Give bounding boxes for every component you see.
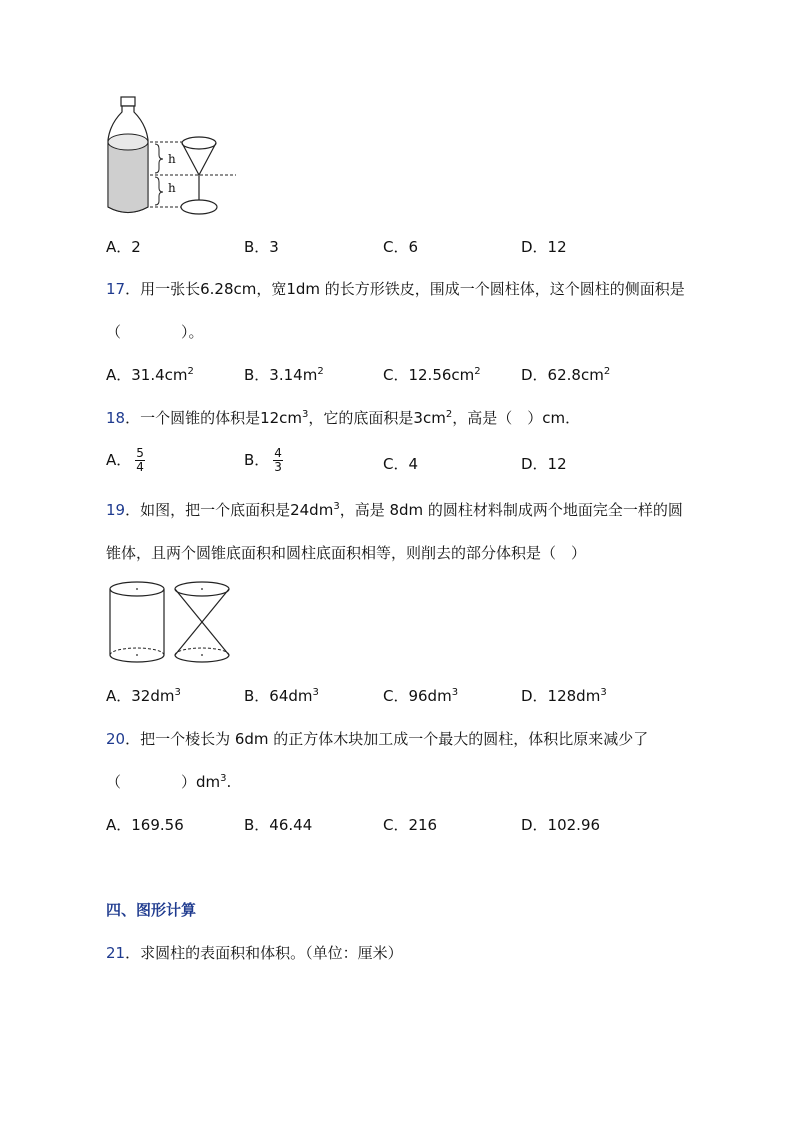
q17-option-c: C．$12.56cm^2$: [383, 366, 481, 384]
goblet-base: [181, 200, 217, 214]
liquid-surface: [108, 134, 148, 150]
q17-number: 17: [106, 280, 126, 298]
q17-blank: （ ）。: [106, 323, 204, 341]
q19-option-b: B．$64dm^3$: [244, 687, 319, 705]
q18-question: 18．一个圆锥的体积是$12cm^3$，它的底面积是$3cm^2$，高是（ ）cm．: [106, 409, 581, 427]
q19-option-d: D．$128dm^3$: [521, 687, 607, 705]
fraction-4-3: $\frac{4}{3}$: [274, 446, 282, 474]
brace-lower: [155, 177, 163, 205]
q18-option-c: C．4: [383, 455, 419, 473]
section-heading: 四、图形计算: [106, 901, 197, 919]
q16-option-a: A．2: [106, 238, 141, 256]
q20-option-d: D．102.96: [521, 816, 601, 834]
q19-line2: 锥体，且两个圆锥底面积和圆柱底面积相等，则削去的部分体积是（ ）: [106, 544, 587, 562]
q18-option-a: A． $\frac{5}{4}$: [106, 446, 144, 474]
q17-option-a: A．$31.4cm^2$: [106, 366, 194, 384]
q17-option-d: D．$62.8cm^2$: [521, 366, 611, 384]
q19-option-c: C．$96dm^3$: [383, 687, 459, 705]
h-label-upper: h: [168, 152, 176, 166]
bottle-cap: [121, 97, 135, 106]
q17-text: ．用一张长6.28cm，宽1dm 的长方形铁皮，围成一个圆柱体，这个圆柱的侧面积是: [125, 280, 685, 298]
q16-option-d: D．12: [521, 238, 567, 256]
q18-option-d: D．12: [521, 455, 567, 473]
q20-option-c: C．216: [383, 816, 438, 834]
fraction-5-4: $\frac{5}{4}$: [136, 446, 144, 474]
q20-option-a: A．169.56: [106, 816, 184, 834]
q20-question: 20．把一个棱长为 6dm 的正方体木块加工成一个最大的圆柱，体积比原来减少了: [106, 730, 649, 748]
h-label-lower: h: [168, 181, 176, 195]
q16-option-b: B．3: [244, 238, 279, 256]
q17-option-b: B．$3.14m^2$: [244, 366, 324, 384]
brace-upper: [155, 144, 163, 173]
bottle-glass-figure: [100, 92, 260, 222]
q21-number: 21: [106, 944, 126, 962]
q21-question: 21．求圆柱的表面积和体积。（单位：厘米）: [106, 944, 403, 962]
q19-question: 19．如图，把一个底面积是$24dm^3$，高是 8dm 的圆柱材料制成两个地面完全一样的圆: [106, 501, 683, 519]
q20-blank: （ ）$dm^3$.: [106, 773, 232, 791]
q19-option-a: A．$32dm^3$: [106, 687, 181, 705]
q16-option-c: C．6: [383, 238, 419, 256]
goblet-rim: [182, 137, 216, 149]
q20-number: 20: [106, 730, 126, 748]
double-cone-figure: [171, 580, 233, 668]
bottle-liquid: [108, 142, 148, 213]
q18-number: 18: [106, 409, 126, 427]
cylinder-figure: [106, 580, 168, 668]
q19-number: 19: [106, 501, 126, 519]
q17-question: [106, 278, 685, 299]
q20-option-b: B．46.44: [244, 816, 313, 834]
q18-option-b: B． $\frac{4}{3}$: [244, 446, 282, 474]
